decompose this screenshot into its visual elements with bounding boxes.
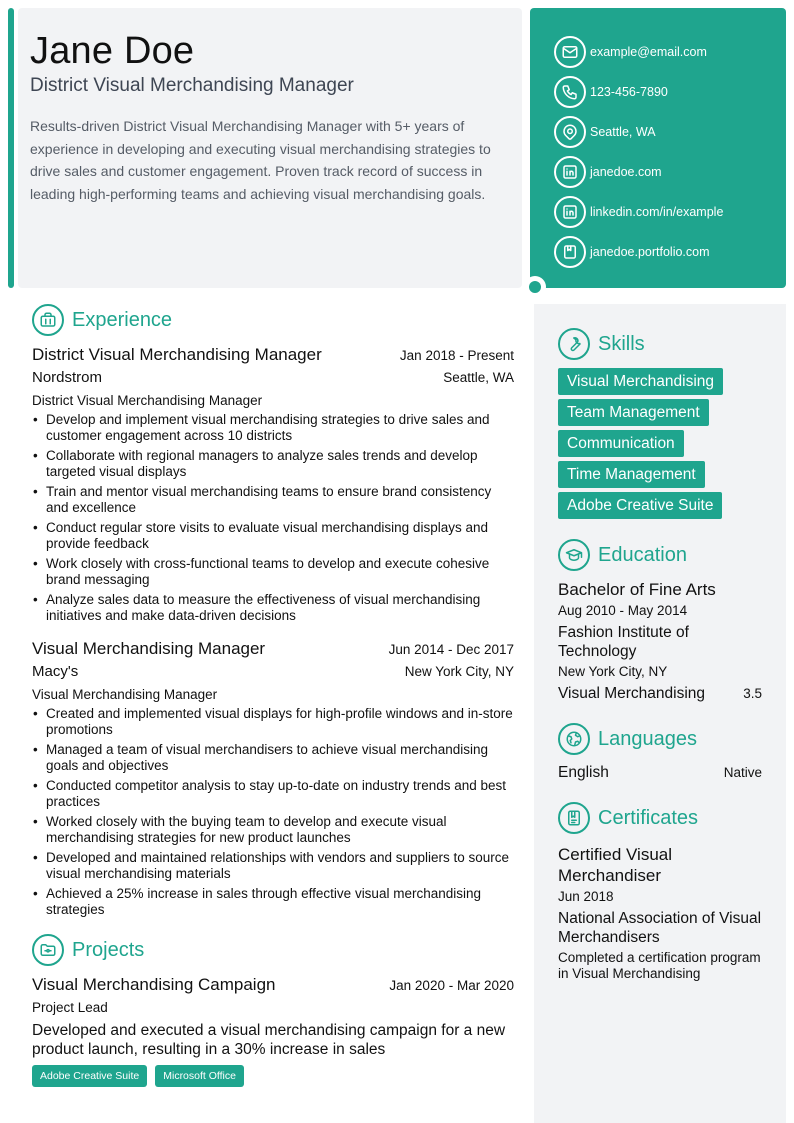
skills-list (558, 368, 762, 523)
skill-tag: Visual Merchandising (558, 368, 723, 395)
education-field-row (558, 684, 762, 703)
contact-portfolio[interactable] (530, 232, 786, 272)
certificate-entry (558, 844, 762, 982)
education-dates: Aug 2010 - May 2014 (558, 603, 688, 618)
certificates-title: Certificates (598, 806, 699, 829)
header-connector-dot (529, 281, 541, 293)
summary-text: Results-driven District Visual Merchandising Manager with 5+ years of experience in developing and executing visual merchandising strategies to drive sales and customer engagement. Proven track record of success in leading high-performing teams and achieving visual merchandising goals. (30, 118, 491, 202)
linkedin-icon (554, 156, 586, 188)
certificate-date: Jun 2018 (558, 889, 614, 904)
language-level: Native (723, 765, 762, 780)
phone-icon (554, 76, 586, 108)
education-field: Visual Merchandising (558, 685, 706, 702)
certificate-issuer: National Association of Visual Merchandisers (558, 910, 762, 946)
contact-linkedin[interactable] (530, 192, 786, 232)
languages-header (558, 723, 762, 755)
header-accent-bar (8, 8, 14, 288)
skill-tag: Adobe Creative Suite (558, 492, 722, 519)
certificate-description: Completed a certification program in Visual Merchandising (558, 950, 761, 981)
project-entry (32, 974, 514, 1087)
experience-title: Experience (72, 308, 173, 331)
job-dates: Jan 2018 - Present (399, 348, 514, 363)
job-bullet: • Develop and implement visual merchandising strategies to drive sales and customer engagement across 10 districts (32, 412, 514, 444)
project-tag: Microsoft Office (155, 1065, 244, 1087)
language-item (558, 763, 762, 782)
sidebar (534, 304, 786, 1123)
contact-phone-text: 123-456-7890 (590, 85, 668, 99)
education-school: Fashion Institute of Technology (558, 624, 689, 660)
contact-location (530, 112, 786, 152)
job-bullet: • Created and implemented visual displays for high-profile windows and in-store promotions (32, 706, 514, 738)
job-bullet: • Conduct regular store visits to evaluate visual merchandising displays and provide feedback (32, 520, 514, 552)
job-bullet: • Achieved a 25% increase in sales through effective visual merchandising strategies (32, 886, 514, 918)
skills-header (558, 328, 762, 360)
contact-website-text: janedoe.com (590, 165, 662, 179)
map-pin-icon (554, 116, 586, 148)
main-column (32, 304, 514, 1087)
project-title: Visual Merchandising Campaign (32, 975, 276, 994)
education-header (558, 539, 762, 571)
candidate-title: District Visual Merchandising Manager (30, 75, 354, 96)
project-tags (32, 1065, 514, 1087)
education-title: Education (598, 543, 687, 566)
education-degree: Bachelor of Fine Arts (558, 580, 716, 599)
skills-title: Skills (598, 332, 645, 355)
wrench-icon (558, 328, 590, 360)
education-entry (558, 579, 762, 703)
job-role: District Visual Merchandising Manager (32, 393, 263, 408)
header-summary-panel (18, 8, 522, 288)
experience-header (32, 304, 514, 336)
job-bullet: • Worked closely with the buying team to develop and execute visual merchandising strategies for new product launches (32, 814, 514, 846)
education-gpa: 3.5 (743, 686, 762, 701)
certificates-header (558, 802, 762, 834)
job-bullets (32, 412, 514, 624)
project-role: Project Lead (32, 1000, 108, 1015)
skill-tag: Communication (558, 430, 684, 457)
skill-tag: Time Management (558, 461, 705, 488)
experience-entry (32, 638, 514, 918)
projects-header (32, 934, 514, 966)
languages-title: Languages (598, 727, 697, 750)
project-tag: Adobe Creative Suite (32, 1065, 147, 1087)
job-company: Macy's (32, 663, 79, 680)
language-name: English (558, 764, 609, 781)
email-icon (554, 36, 586, 68)
contact-phone[interactable] (530, 72, 786, 112)
certificate-name: Certified Visual Merchandiser (558, 845, 673, 885)
globe-icon (558, 723, 590, 755)
portfolio-icon (554, 236, 586, 268)
job-bullet: • Collaborate with regional managers to analyze sales trends and develop targeted visual displays (32, 448, 514, 480)
job-bullets (32, 706, 514, 918)
contact-location-text: Seattle, WA (590, 125, 656, 139)
certificate-icon (558, 802, 590, 834)
job-bullet: • Managed a team of visual merchandisers to achieve visual merchandising goals and objectives (32, 742, 514, 774)
job-location: Seattle, WA (443, 370, 514, 385)
contact-portfolio-text: janedoe.portfolio.com (590, 245, 710, 259)
education-location: New York City, NY (558, 664, 668, 679)
job-location: New York City, NY (404, 664, 514, 679)
project-description: Developed and executed a visual merchandising campaign for a new product launch, resulting in a 30% increase in sales (32, 1022, 506, 1058)
contact-email-text: example@email.com (590, 45, 707, 59)
job-dates: Jun 2014 - Dec 2017 (388, 642, 514, 657)
job-bullet: • Developed and maintained relationships with vendors and suppliers to source visual merchandising materials (32, 850, 514, 882)
job-role: Visual Merchandising Manager (32, 687, 218, 702)
contact-email[interactable] (530, 32, 786, 72)
contact-panel (530, 8, 786, 288)
project-dates: Jan 2020 - Mar 2020 (389, 978, 514, 993)
job-company: Nordstrom (32, 369, 103, 386)
job-bullet: • Train and mentor visual merchandising teams to ensure brand consistency and excellence (32, 484, 514, 516)
job-bullet: • Work closely with cross-functional teams to develop and execute cohesive brand messaging (32, 556, 514, 588)
experience-entry (32, 344, 514, 624)
job-title: District Visual Merchandising Manager (32, 345, 322, 364)
job-title: Visual Merchandising Manager (32, 639, 266, 658)
linkedin-icon (554, 196, 586, 228)
skill-tag: Team Management (558, 399, 709, 426)
candidate-name: Jane Doe (30, 30, 195, 72)
folder-icon (32, 934, 64, 966)
job-bullet: • Analyze sales data to measure the effectiveness of visual merchandising initiatives and make data-driven decisions (32, 592, 514, 624)
job-bullet: • Conducted competitor analysis to stay up-to-date on industry trends and best practices (32, 778, 514, 810)
graduation-cap-icon (558, 539, 590, 571)
projects-title: Projects (72, 938, 145, 961)
contact-linkedin-text: linkedin.com/in/example (590, 205, 724, 219)
briefcase-icon (32, 304, 64, 336)
contact-website[interactable] (530, 152, 786, 192)
